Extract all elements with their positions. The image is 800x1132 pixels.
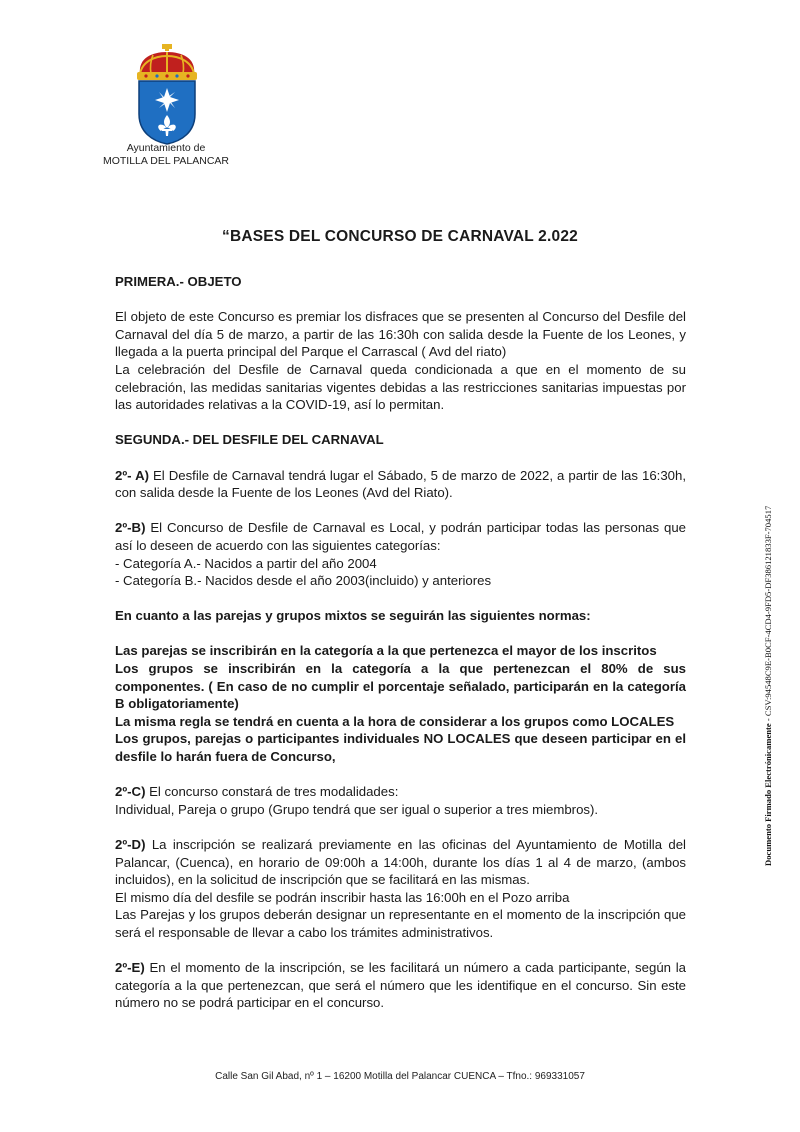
text-2c: El concurso constará de tres modalidades: xyxy=(145,784,399,800)
crest-caption-line1: Ayuntamiento de xyxy=(126,142,206,154)
text-2e: En el momento de la inscripción, se les facilitará un número a cada participante, según la categoría a la que pertenezcan, que será el número que les identifique en el concurso. Sin este número no se podrá participar en el concurso. xyxy=(115,960,686,1011)
crest-caption-line2: MOTILLA DEL PALANCAR xyxy=(102,155,230,167)
label-2d: 2º-D) xyxy=(115,837,146,852)
section-heading-primera: PRIMERA.- OBJETO xyxy=(115,274,242,289)
text-2b: El Concurso de Desfile de Carnaval es Local, y podrán participar todas las personas que así lo deseen de acuerdo con las siguientes categorías: xyxy=(115,520,686,553)
paragraph-2a xyxy=(115,467,686,502)
coat-of-arms-logo xyxy=(126,44,208,149)
parejas-rule-3: La misma regla se tendrá en cuenta a la hora de considerar a los grupos como LOCALES xyxy=(115,713,675,729)
paragraph-2c xyxy=(115,783,686,801)
text-2d: La inscripción se realizará previamente en las oficinas del Ayuntamiento de Motilla del Palancar, (Cuenca), en horario de 09:00h a 14:00h, durante los días 1 al 4 de marzo, (ambos incluidos), en la solicitud de inscripción que se facilitará en las mismas. xyxy=(115,837,686,888)
shield-icon xyxy=(139,81,195,144)
paragraph-2d xyxy=(115,836,686,889)
category-b: - Categoría B.- Nacidos desde el año 2003(incluido) y anteriores xyxy=(115,573,492,589)
crown-icon xyxy=(137,44,197,80)
paragraph-2c-modalities: Individual, Pareja o grupo (Grupo tendrá que ser igual o superior a tres miembros). xyxy=(115,801,599,817)
parejas-rule-2: Los grupos se inscribirán en la categoría a la que pertenezcan el 80% de sus componentes. ( En caso de no cumplir el porcentaje señalado, participarán en la categoría B obligatoriamente) xyxy=(115,661,686,712)
section-heading-segunda: SEGUNDA.- DEL DESFILE DEL CARNAVAL xyxy=(115,432,384,448)
page-footer-address: Calle San Gil Abad, nº 1 – 16200 Motilla del Palancar CUENCA – Tfno.: 969331057 xyxy=(215,1071,585,1082)
parejas-rule-4: Los grupos, parejas o participantes individuales NO LOCALES que deseen participar en el desfile lo harán fuera de Concurso, xyxy=(115,731,686,765)
label-2b: 2º-B) xyxy=(115,520,146,536)
document-title: “BASES DEL CONCURSO DE CARNAVAL 2.022 xyxy=(222,228,578,245)
text-2a: El Desfile de Carnaval tendrá lugar el Sábado, 5 de marzo de 2022, a partir de las 16:30h, con salida desde la Fuente de los Leones (Avd del Riato). xyxy=(115,467,686,501)
parejas-rule-1: Las parejas se inscribirán en la categoría a la que pertenezca el mayor de los inscritos xyxy=(115,643,657,659)
category-a: - Categoría A.- Nacidos a partir del año 2004 xyxy=(115,555,377,571)
paragraph-primera-covid: La celebración del Desfile de Carnaval queda condicionada a que en el momento de su celebración, las medidas sanitarias vigentes debidas a las restricciones sanitarias impuestas por las autoridades relativas a la COVID-19, así lo permitan. xyxy=(115,361,686,413)
document-body xyxy=(115,273,686,1012)
paragraph-2e xyxy=(115,959,686,1012)
electronic-signature-stamp xyxy=(763,506,773,866)
label-2e: 2º-E) xyxy=(115,960,145,976)
paragraph-2d-same-day: El mismo día del desfile se podrán inscribir hasta las 16:00h en el Pozo arriba xyxy=(115,889,570,905)
paragraph-2b xyxy=(115,519,686,554)
paragraph-2d-representative: Las Parejas y los grupos deberán designar un representante en el momento de la inscripción que será el responsable de llevar a cabo los trámites administrativos. xyxy=(115,907,686,940)
stamp-csv-code: - CSV:94548C9E-B0CF-4CD4-9FD5-DF386121833F-704517 xyxy=(763,505,773,724)
label-2c: 2º-C) xyxy=(115,784,146,800)
stamp-bold-text: Documento Firmado Electrónicamente xyxy=(763,723,773,866)
parejas-intro: En cuanto a las parejas y grupos mixtos se seguirán las siguientes normas: xyxy=(115,608,591,624)
label-2a: 2º- A) xyxy=(115,467,149,483)
paragraph-primera-objeto: El objeto de este Concurso es premiar los disfraces que se presenten al Concurso del Desfile del Carnaval del día 5 de marzo, a partir de las 16:30h con salida desde la Fuente de los Leones, y llegada a la puerta principal del Parque el Carrascal ( Avd del riato) xyxy=(115,309,686,360)
